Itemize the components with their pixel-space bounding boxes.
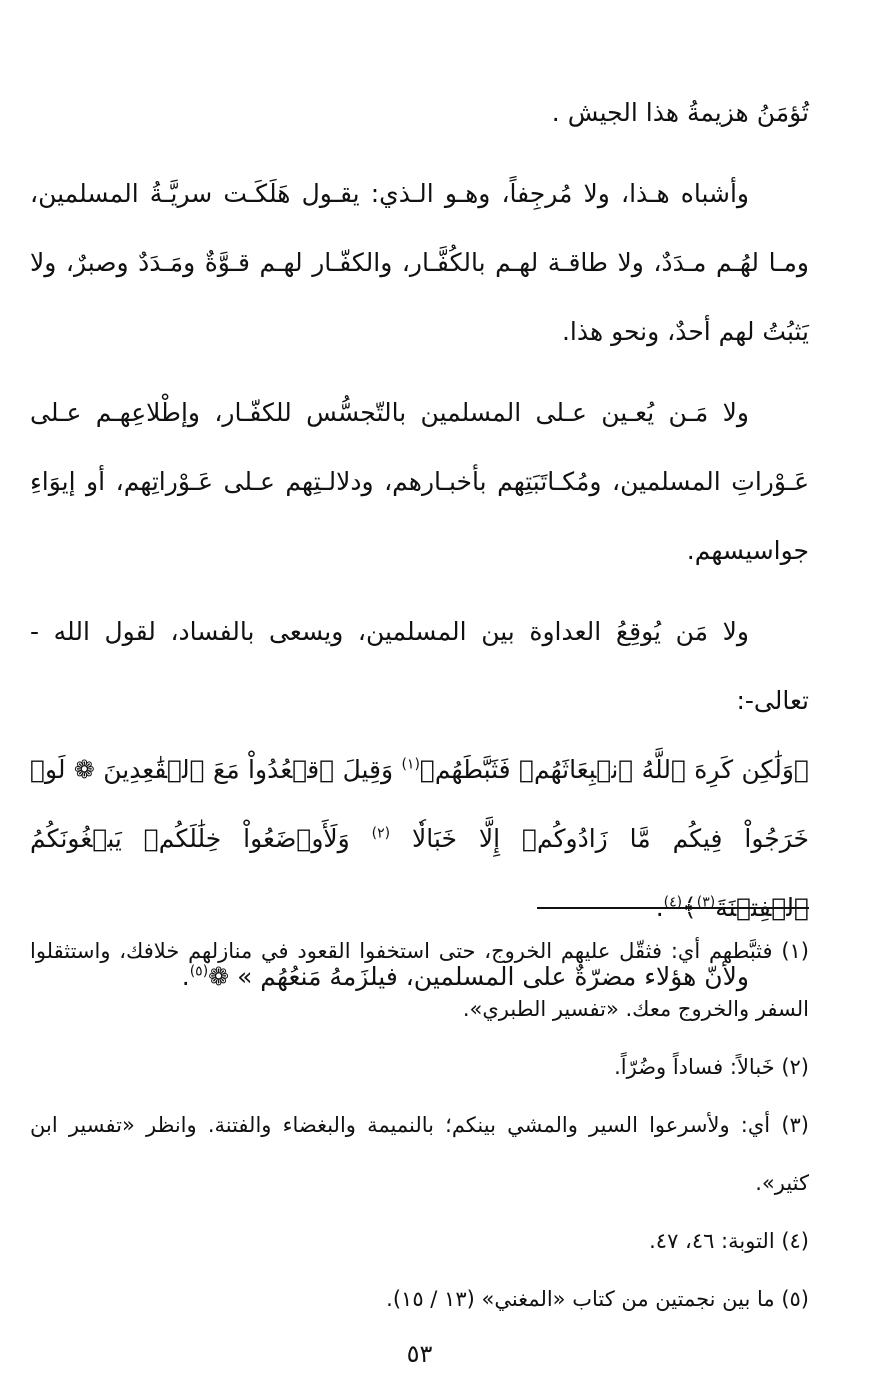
quran-verse-close: ﴾ [682, 893, 697, 922]
closing-end: . [181, 962, 190, 991]
footnote-3: (٣) أي: ولأسرعوا السير والمشي بينكم؛ بالنميمة والبغضاء والفتنة. وانظر «تفسير ابن كثير». [30, 1113, 809, 1195]
footnote-ref-3[interactable]: (٣) [696, 894, 716, 911]
quran-verse-part-1: ﴿وَلَٰكِن كَرِهَ ٱللَّهُ ٱنۢبِعَاثَهُمۡ فَثَبَّطَهُمۡ [419, 755, 809, 784]
footnote-ref-4[interactable]: (٤) [663, 894, 683, 911]
footnote-ref-5[interactable]: (٥) [189, 963, 209, 980]
closing-text: ولأنّ هؤلاء مضرّةٌ على المسلمين، فيلزَمهُ مَنعُهُم » ❁ [208, 962, 749, 991]
quran-verse-part-2: وَقِيلَ ٱقۡعُدُواْ مَعَ ٱلۡقَٰعِدِينَ ❁ لَوۡ خَرَجُواْ فِيكُم مَّا زَادُوكُمۡ إِلَّا خَبَالٗا [30, 755, 809, 853]
quran-verse-end: . [655, 893, 664, 922]
page-number: ٥٣ [406, 1340, 433, 1368]
quran-verse-part-3: وَلَأَوۡضَعُواْ خِلَٰلَكُمۡ يَبۡغُونَكُمُ ٱلۡفِتۡنَةَ [30, 824, 809, 922]
main-text [30, 78, 809, 1011]
footnote-ref-1[interactable]: (١) [401, 756, 420, 773]
footnote-ref-2[interactable]: (٢) [371, 825, 391, 842]
footnote-separator [537, 907, 809, 909]
book-page [30, 0, 809, 1387]
paragraph-1: تُؤمَنُ هزيمةُ هذا الجيش . [551, 98, 809, 127]
footnote-1: (١) فثبَّطهم أي: فثقّل عليهم الخروج، حتى استخفوا القعود في منازلهم خلافك، واستثقلوا السفر والخروج معك. «تفسير الطبري». [30, 939, 809, 1021]
footnote-5: (٥) ما بين نجمتين من كتاب «المغني» (١٣ / ١٥). [386, 1287, 809, 1311]
footnotes [30, 922, 809, 1328]
paragraph-3: ولا مَـن يُعـين عـلى المسلمين بالتّجسُّس للكفّـار، وإطْلاعِهـم عـلى عَـوْراتِ المسلمين، ومُكـاتَبَتِهم بأخبـارهم، ودلالـتِهم عـلى عَـوْراتِهم، أو إيوَاءِ جواسيسهم. [30, 398, 809, 565]
footnote-2: (٢) خَبالاً: فساداً وضُرّاً. [614, 1055, 809, 1079]
paragraph-4: ولا مَن يُوقِعُ العداوة بين المسلمين، ويسعى بالفساد، لقول الله - تعالى-: [30, 617, 809, 715]
footnote-4: (٤) التوبة: ٤٦، ٤٧. [649, 1229, 809, 1253]
quran-verse [30, 735, 809, 942]
paragraph-2: وأشباه هـذا، ولا مُرجِفاً، وهـو الـذي: يقـول هَلَكَـت سريَّـةُ المسلمين، ومـا لهُـم مـدَدٌ، ولا طاقـة لهـم بالكُفَّـار، والكفّـار لهـم قـوَّةٌ ومَـدَدٌ وصبرٌ، ولا يَثبُتُ لهم أحدٌ، ونحو هذا. [30, 179, 809, 346]
